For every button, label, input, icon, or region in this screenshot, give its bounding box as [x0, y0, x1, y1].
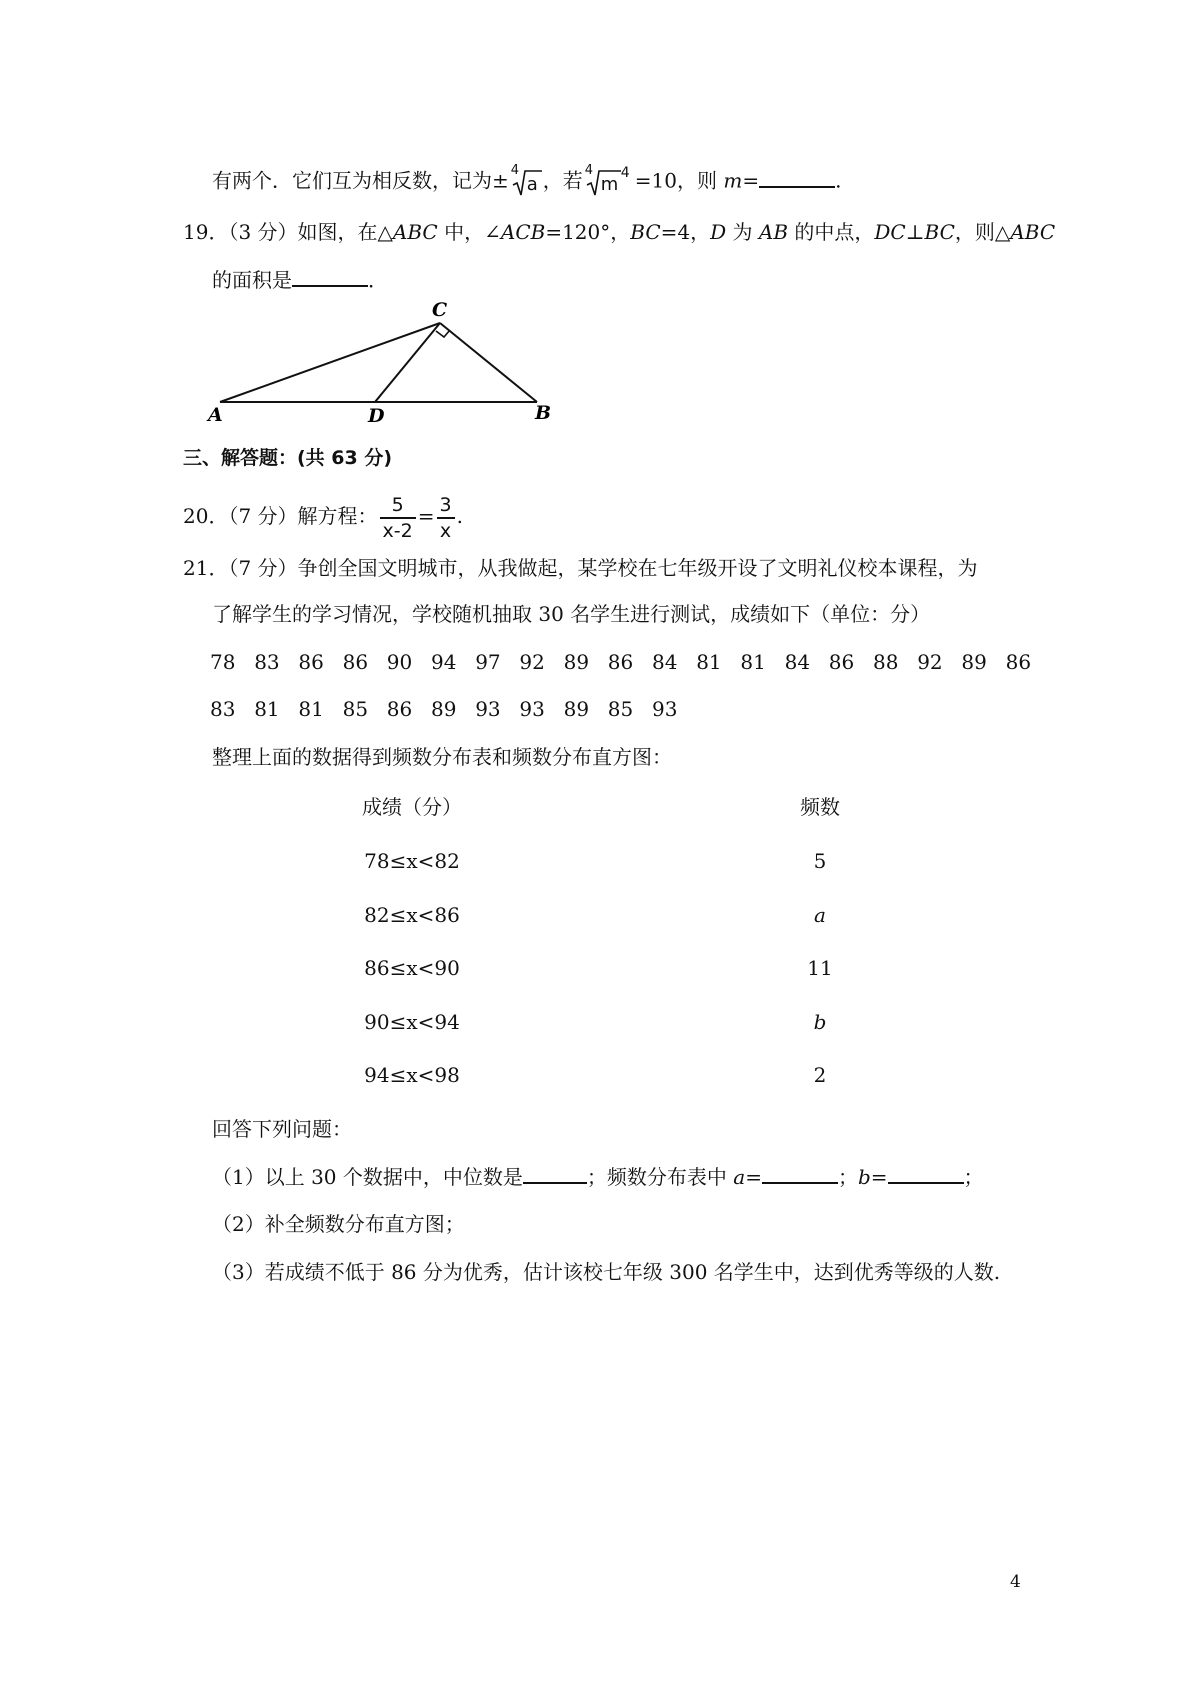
score-value: 93 [519, 697, 545, 721]
label-c: C [432, 299, 448, 321]
root-index: 4 [510, 163, 520, 178]
answer-blank-b[interactable] [888, 1162, 964, 1184]
q18-text-eq: =10，则 [634, 168, 724, 193]
fourth-root-a [509, 165, 543, 199]
var-d: D [710, 220, 727, 244]
q19-text: ，则△ [954, 220, 1011, 244]
score-value: 86 [607, 650, 634, 674]
var-b: b [857, 1165, 871, 1189]
triangle-figure [200, 298, 560, 428]
table-header-score: 成绩（分） [362, 795, 462, 819]
q19-text: 19．（3 分）如图，在△ [183, 220, 393, 244]
q21-part3: （3）若成绩不低于 86 分为优秀，估计该校七年级 300 名学生中，达到优秀等级的人数. [212, 1260, 1001, 1284]
score-value: 90 [386, 650, 413, 674]
fraction-5-over-x-2 [380, 493, 416, 543]
table-cell-range: 90≤x<94 [364, 1009, 460, 1034]
answer-blank-a[interactable] [762, 1162, 838, 1184]
fourth-root-m4 [583, 165, 635, 199]
answer-blank[interactable] [759, 166, 835, 188]
q19-line1 [183, 218, 1055, 246]
part1-text: ； [837, 1165, 858, 1189]
var-ab: AB [758, 220, 789, 244]
score-value: 93 [652, 697, 678, 721]
equals-sign: = [417, 504, 435, 528]
q19-text: 的中点， [788, 220, 875, 244]
q18-continuation [212, 165, 841, 199]
q19-text: ⊥ [905, 220, 925, 244]
score-value: 97 [475, 650, 501, 674]
score-value: 89 [961, 650, 987, 674]
score-value: 93 [475, 697, 501, 721]
q18-eq2: = [742, 168, 760, 193]
q18-text: 有两个．它们互为相反数，记为± [212, 168, 509, 193]
q19-end: ． [368, 268, 388, 292]
q21-part1 [212, 1162, 984, 1191]
score-value: 86 [1005, 650, 1032, 674]
var-abc: ABC [1010, 220, 1056, 244]
numerator: 5 [380, 493, 416, 519]
q20-text: 20．（7 分）解方程： [183, 504, 378, 528]
q19-text: 为 [726, 220, 759, 244]
label-b: B [535, 402, 552, 424]
label-d: D [368, 405, 385, 427]
root-exponent: 4 [620, 165, 630, 181]
root-radicand: m [600, 174, 619, 195]
score-value: 88 [873, 650, 899, 674]
score-value: 84 [652, 650, 678, 674]
score-value: 92 [519, 650, 545, 674]
fraction-3-over-x [437, 493, 455, 543]
q19-text: =120°， [545, 220, 631, 244]
var-abc: ABC [392, 220, 438, 244]
part1-text: = [745, 1165, 762, 1189]
score-value: 81 [298, 697, 324, 721]
q21-line2: 了解学生的学习情况，学校随机抽取 30 名学生进行测试，成绩如下（单位：分） [212, 602, 931, 626]
part1-text: = [870, 1165, 888, 1189]
score-value: 89 [563, 650, 590, 674]
denominator: x-2 [382, 519, 413, 542]
table-cell-range: 86≤x<90 [364, 956, 460, 980]
q21-part2: （2）补全频数分布直方图； [212, 1212, 465, 1236]
table-cell-range: 82≤x<86 [364, 902, 460, 927]
scores-row-1 [210, 648, 1040, 676]
part1-text: （1）以上 30 个数据中，中位数是 [212, 1165, 523, 1189]
denominator: x [439, 519, 452, 542]
q19-text: 的面积是 [212, 268, 292, 292]
score-value: 92 [917, 650, 943, 674]
q20 [183, 488, 463, 544]
table-cell-frequency: 5 [813, 849, 827, 873]
var-bc: BC [630, 220, 661, 244]
answer-blank[interactable] [292, 265, 368, 287]
q18-end: . [835, 168, 842, 193]
part1-text: ； [963, 1165, 984, 1189]
score-value: 86 [828, 650, 855, 674]
score-value: 81 [254, 697, 280, 721]
scores-row-2 [210, 695, 1040, 723]
q20-end: . [456, 504, 463, 528]
table-cell-frequency: 2 [813, 1063, 827, 1087]
numerator: 3 [437, 493, 455, 519]
q18-text-mid: ，若 [542, 168, 583, 193]
table-cell-frequency: a [814, 902, 826, 927]
table-cell-frequency: b [813, 1009, 827, 1034]
answer-blank-median[interactable] [523, 1162, 587, 1184]
var-m: m [723, 168, 743, 193]
root-radicand: a [526, 174, 538, 195]
root-index: 4 [584, 163, 594, 178]
answer-intro: 回答下列问题： [212, 1117, 352, 1141]
segment-cb [440, 323, 537, 402]
q19-line2 [212, 265, 388, 294]
var-dc: DC [874, 220, 906, 244]
q19-text: =4， [660, 220, 711, 244]
table-cell-frequency: 11 [807, 956, 833, 980]
var-acb: ACB [500, 220, 546, 244]
q21-line1: 21．（7 分）争创全国文明城市，从我做起，某学校在七年级开设了文明礼仪校本课程，为 [183, 556, 978, 580]
section-heading: 三、解答题：(共 63 分) [183, 447, 393, 469]
score-value: 85 [607, 697, 634, 721]
score-value: 94 [431, 650, 457, 674]
label-a: A [208, 404, 223, 426]
score-value: 81 [696, 650, 722, 674]
score-value: 86 [342, 650, 369, 674]
score-value: 81 [740, 650, 766, 674]
table-header-frequency: 频数 [800, 795, 840, 819]
score-value: 78 [210, 650, 236, 674]
score-value: 89 [431, 697, 457, 721]
score-value: 86 [386, 697, 413, 721]
part1-text: ；频数分布表中 [586, 1165, 734, 1189]
score-value: 83 [254, 650, 280, 674]
right-angle-mark [436, 330, 450, 337]
var-a: a [733, 1165, 746, 1189]
q21-table-intro: 整理上面的数据得到频数分布表和频数分布直方图： [212, 745, 672, 769]
q19-text: 中，∠ [437, 220, 501, 244]
score-value: 83 [210, 697, 236, 721]
table-cell-range: 94≤x<98 [364, 1063, 460, 1087]
score-value: 89 [563, 697, 590, 721]
page-number: 4 [1010, 1572, 1021, 1592]
score-value: 84 [784, 650, 811, 674]
score-value: 86 [298, 650, 324, 674]
table-cell-range: 78≤x<82 [364, 849, 460, 873]
var-bc: BC [924, 220, 955, 244]
score-value: 85 [342, 697, 369, 721]
